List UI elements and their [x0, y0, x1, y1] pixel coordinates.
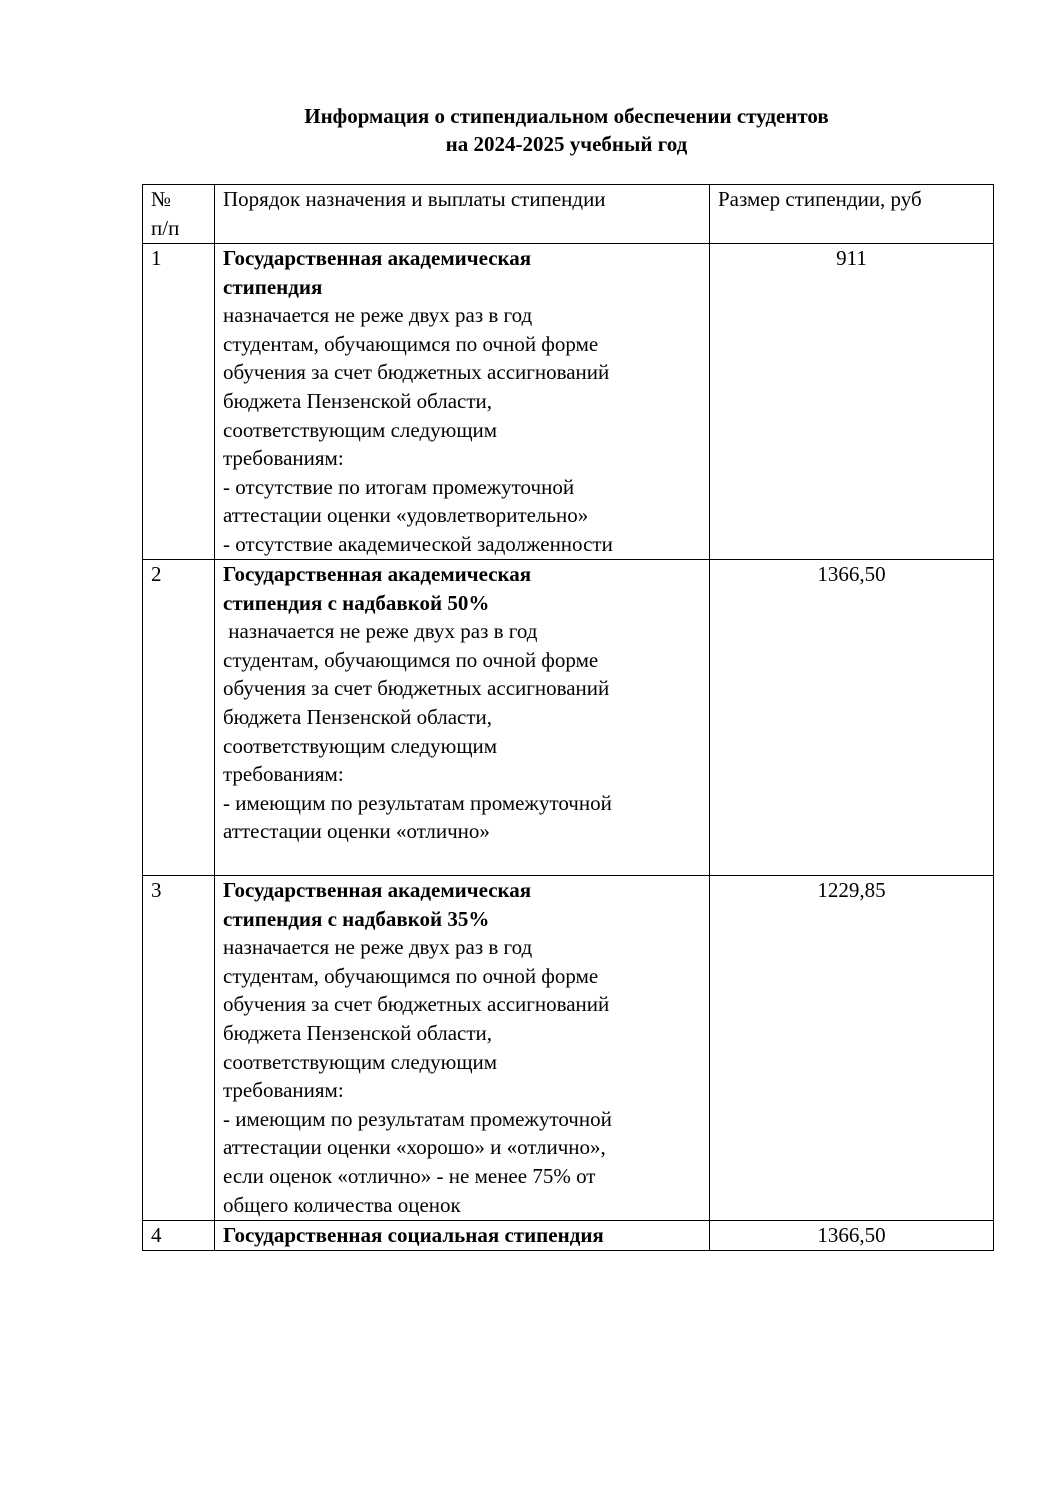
row-number: 4 — [143, 1221, 215, 1251]
row-description — [215, 1221, 710, 1251]
row-body-line: студентам, обучающимся по очной форме — [223, 647, 599, 672]
header-number-line-2: п/п — [151, 215, 180, 240]
row-number: 3 — [143, 876, 215, 1221]
row-body-line: требованиям: — [223, 1078, 344, 1103]
header-order: Порядок назначения и выплаты стипендии — [215, 185, 710, 244]
row-body-line: соответствующим следующим — [223, 1049, 498, 1074]
row-body-line: соответствующим следующим — [223, 733, 498, 758]
row-body-line: бюджета Пензенской области, — [223, 704, 493, 729]
row-body-line: аттестации оценки «хорошо» и «отлично», — [223, 1135, 606, 1160]
document-title — [0, 102, 1058, 158]
title-line-1: Информация о стипендиальном обеспечении студентов — [304, 104, 829, 128]
row-heading-line: Государственная академическая — [223, 878, 532, 902]
row-body-line: требованиям: — [223, 446, 344, 471]
title-line-2: на 2024-2025 учебный год — [445, 132, 688, 156]
row-body-line: бюджета Пензенской области, — [223, 388, 493, 413]
table-row — [143, 244, 994, 560]
row-description — [215, 876, 710, 1221]
table-header-row — [143, 185, 994, 244]
row-body-line: - имеющим по результатам промежуточной — [223, 790, 612, 815]
row-body-line: аттестации оценки «отлично» — [223, 819, 490, 844]
row-body-line: обучения за счет бюджетных ассигнований — [223, 676, 610, 701]
table-row — [143, 876, 994, 1221]
row-body-line: если оценок «отлично» - не менее 75% от — [223, 1163, 596, 1188]
row-description — [215, 560, 710, 876]
row-heading-line: Государственная социальная стипендия — [223, 1223, 604, 1247]
row-size: 911 — [710, 244, 994, 560]
row-body-line: - отсутствие по итогам промежуточной — [223, 474, 575, 499]
row-body-line: соответствующим следующим — [223, 417, 498, 442]
row-body-line: аттестации оценки «удовлетворительно» — [223, 503, 589, 528]
row-body-line: студентам, обучающимся по очной форме — [223, 331, 599, 356]
row-heading-line: Государственная академическая — [223, 562, 532, 586]
row-size: 1229,85 — [710, 876, 994, 1221]
row-size: 1366,50 — [710, 1221, 994, 1251]
table-row — [143, 560, 994, 876]
stipend-table — [142, 184, 994, 1251]
row-body-line: обучения за счет бюджетных ассигнований — [223, 992, 610, 1017]
row-body-line: - отсутствие академической задолженности — [223, 531, 613, 556]
row-description — [215, 244, 710, 560]
header-number — [143, 185, 215, 244]
row-body-line: назначается не реже двух раз в год — [223, 303, 533, 328]
row-heading-line: стипендия — [223, 274, 323, 299]
row-body-line: требованиям: — [223, 762, 344, 787]
header-number-line-1: № — [151, 187, 172, 211]
row-heading-line: стипендия с надбавкой 35% — [223, 906, 490, 931]
row-body-line: общего количества оценок — [223, 1192, 461, 1217]
row-body-line: - имеющим по результатам промежуточной — [223, 1106, 612, 1131]
row-body-line: назначается не реже двух раз в год — [223, 935, 533, 960]
row-body-line: студентам, обучающимся по очной форме — [223, 963, 599, 988]
row-size: 1366,50 — [710, 560, 994, 876]
header-size: Размер стипендии, руб — [710, 185, 994, 244]
row-body-line: назначается не реже двух раз в год — [223, 619, 538, 644]
row-heading-line: стипендия с надбавкой 50% — [223, 590, 490, 615]
row-body-line: бюджета Пензенской области, — [223, 1020, 493, 1045]
row-number: 2 — [143, 560, 215, 876]
row-body-line: обучения за счет бюджетных ассигнований — [223, 360, 610, 385]
table-row — [143, 1221, 994, 1251]
row-heading-line: Государственная академическая — [223, 246, 532, 270]
row-number: 1 — [143, 244, 215, 560]
